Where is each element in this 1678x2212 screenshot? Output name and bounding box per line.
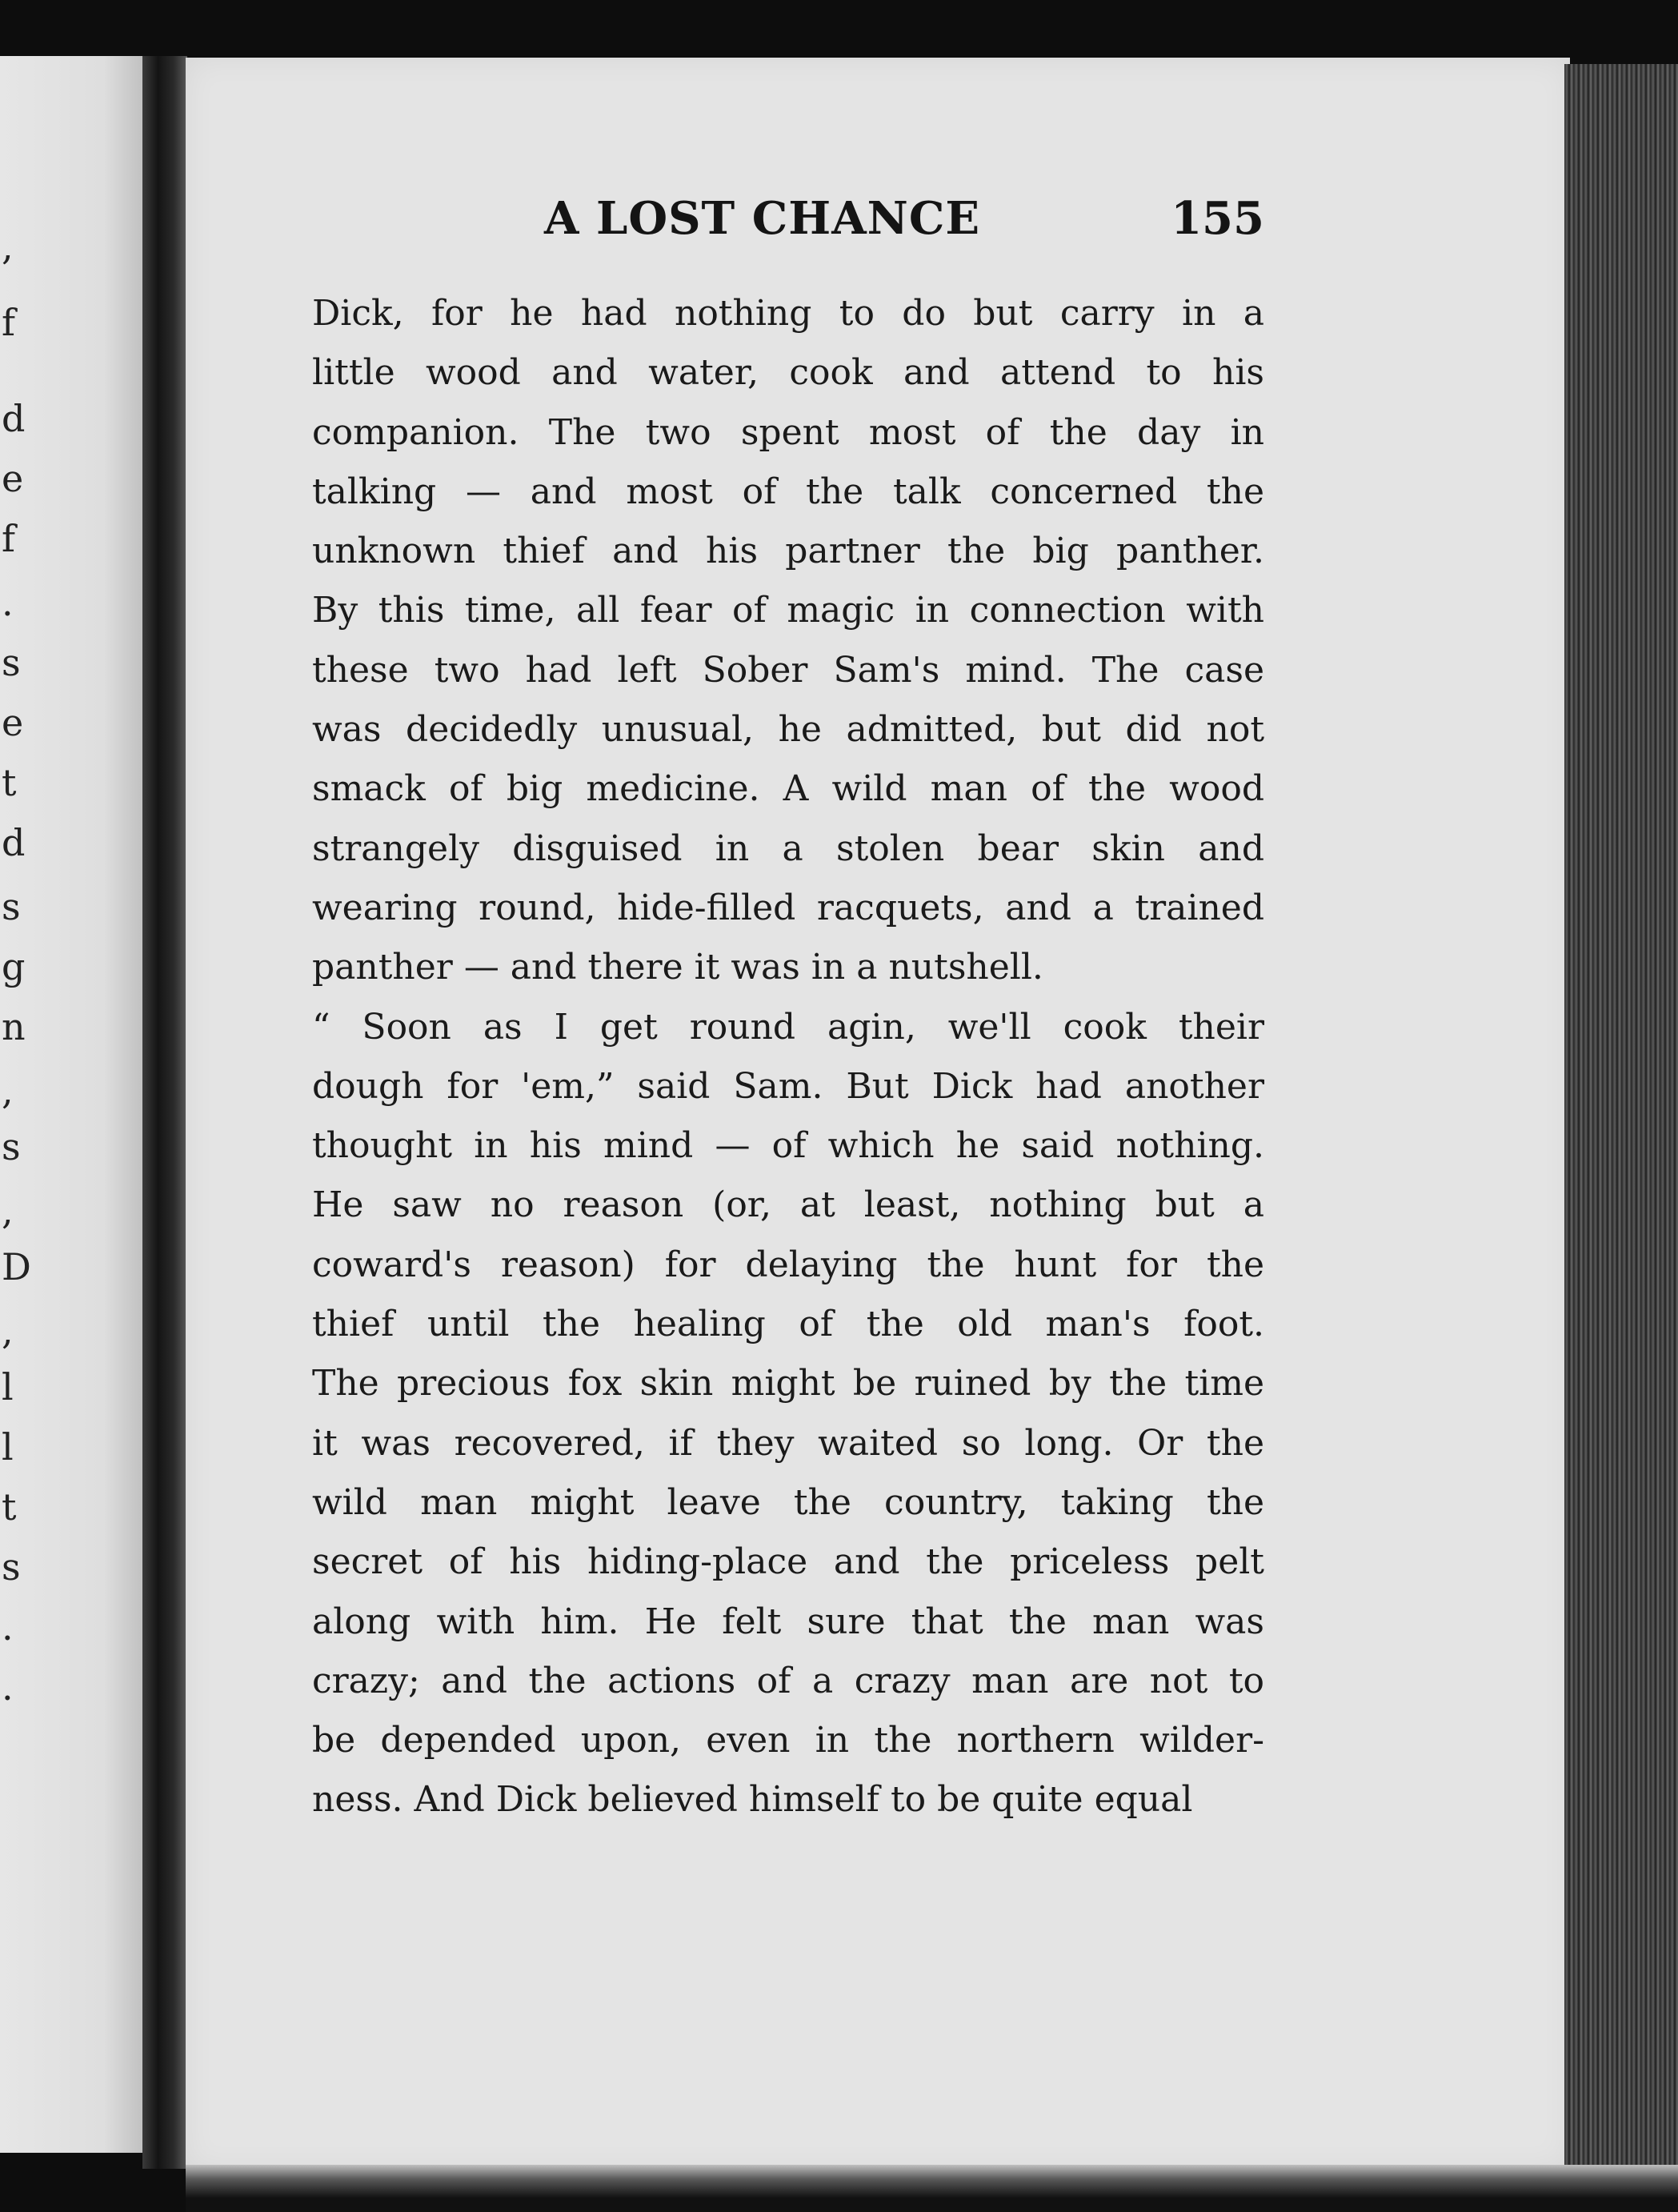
left-page-character: s: [2, 641, 21, 684]
left-page-character: f: [2, 301, 16, 344]
text-line: wild man might leave the country, taking the: [312, 1481, 1264, 1523]
left-page-character: f: [2, 517, 16, 560]
left-page-character: ,: [2, 1309, 14, 1352]
text-line: panther — and there it was in a nutshell.: [312, 947, 1043, 988]
left-page-character: ,: [2, 1069, 14, 1112]
left-page-character: .: [2, 581, 14, 624]
text-line: thief until the healing of the old man's foot.: [312, 1304, 1264, 1345]
text-line: was decidedly unusual, he admitted, but did not: [312, 709, 1264, 751]
left-page-character: ,: [2, 1189, 14, 1232]
text-line: it was recovered, if they waited so long. Or the: [312, 1422, 1264, 1464]
left-page-character: .: [2, 1605, 14, 1649]
left-page-character: e: [2, 457, 24, 500]
left-page-character: l: [2, 1425, 14, 1469]
text-line: By this time, all fear of magic in connection with: [312, 590, 1264, 631]
left-page-character: n: [2, 1005, 26, 1048]
text-line: The precious fox skin might be ruined by the time: [312, 1363, 1264, 1405]
text-line: along with him. He felt sure that the man was: [312, 1601, 1264, 1642]
left-page-character: t: [2, 1485, 17, 1529]
text-line: secret of his hiding-place and the priceless pelt: [312, 1541, 1264, 1583]
text-line: unknown thief and his partner the big panther.: [312, 531, 1264, 572]
left-page-character: d: [2, 397, 26, 440]
text-line: dough for 'em,” said Sam. But Dick had another: [312, 1065, 1264, 1107]
text-line: crazy; and the actions of a crazy man are not to: [312, 1660, 1264, 1701]
text-line: these two had left Sober Sam's mind. The case: [312, 649, 1264, 691]
page-edges: [1564, 64, 1678, 2177]
text-line: strangely disguised in a stolen bear skin and: [312, 827, 1264, 869]
text-line: thought in his mind — of which he said nothing.: [312, 1125, 1264, 1167]
running-title: A LOST CHANCE: [544, 192, 981, 245]
left-page-character: .: [2, 1665, 14, 1709]
text-line: Dick, for he had nothing to do but carry in a: [312, 293, 1264, 334]
bottom-page-edge: [186, 2165, 1678, 2212]
left-page-character: D: [2, 1245, 31, 1288]
text-line: companion. The two spent most of the day in: [312, 411, 1264, 453]
text-line: be depended upon, even in the northern wilder-: [312, 1720, 1264, 1761]
left-page-character: l: [2, 1365, 14, 1409]
text-line: coward's reason) for delaying the hunt for the: [312, 1244, 1264, 1285]
text-line: wearing round, hide-filled racquets, and a trained: [312, 887, 1264, 928]
left-facing-page: [0, 56, 148, 2153]
text-line: “ Soon as I get round agin, we'll cook their: [312, 1006, 1264, 1048]
book-gutter: [142, 56, 187, 2169]
left-page-character: s: [2, 1545, 21, 1589]
left-page-character: t: [2, 761, 17, 804]
left-page-character: d: [2, 821, 26, 864]
body-text: [312, 284, 1264, 1830]
left-page-character: g: [2, 945, 26, 988]
text-line: little wood and water, cook and attend to his: [312, 352, 1264, 394]
left-page-character: s: [2, 885, 21, 928]
page-number: 155: [1171, 192, 1264, 245]
left-page-character: s: [2, 1125, 21, 1168]
text-line: talking — and most of the talk concerned the: [312, 471, 1264, 512]
text-line: ness. And Dick believed himself to be quite equal: [312, 1779, 1193, 1821]
text-line: smack of big medicine. A wild man of the wood: [312, 768, 1264, 810]
left-page-character: e: [2, 701, 24, 744]
page-header: [312, 192, 1264, 250]
left-page-cut-off-text: [0, 56, 31, 2153]
left-page-character: ,: [2, 225, 14, 268]
text-line: He saw no reason (or, at least, nothing but a: [312, 1184, 1264, 1226]
